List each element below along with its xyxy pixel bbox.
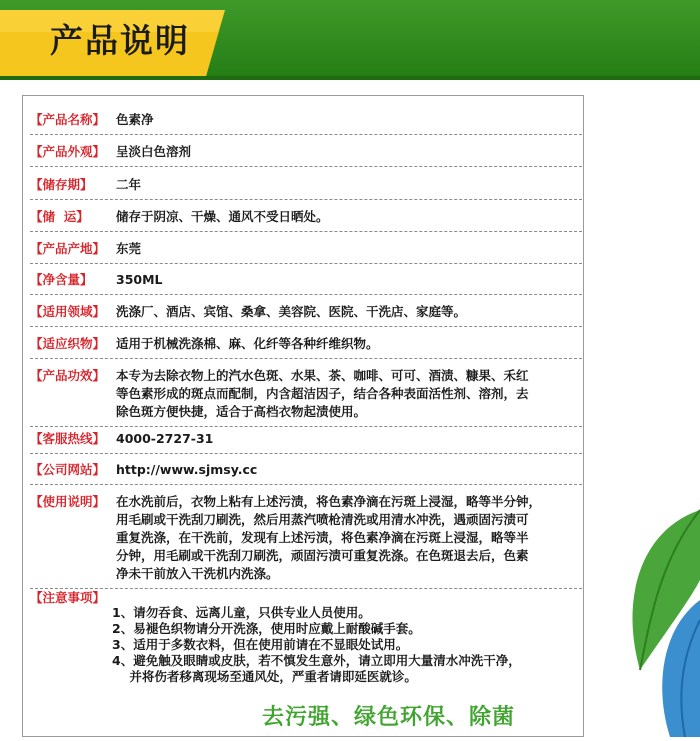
row-application-fields: [30, 303, 582, 321]
instructions-line: 用毛刷或干洗刮刀刷洗，然后用蒸汽喷枪清洗或用清水冲洗，遇顽固污渍可: [116, 512, 529, 527]
row-divider: [30, 358, 582, 359]
label-product-name: 【产品名称】: [30, 112, 106, 127]
row-divider: [30, 166, 582, 167]
value-net-content: 350ML: [116, 272, 163, 287]
precaution-item: 2、易褪色织物请分开洗涤，使用时应戴上耐酸碱手套。: [112, 621, 421, 636]
value-fabrics: 适用于机械洗涤棉、麻、化纤等各种纤维织物。: [116, 336, 379, 351]
row-fabrics: [30, 335, 582, 353]
row-instructions: [30, 493, 582, 583]
label-instructions: 【使用说明】: [30, 494, 106, 509]
label-precautions: 【注意事项】: [30, 590, 106, 605]
value-application-fields: 洗涤厂、酒店、宾馆、桑拿、美容院、医院、干洗店、家庭等。: [116, 304, 467, 319]
efficacy-line: 除色斑方便快捷，适合于高档衣物起渍使用。: [116, 404, 367, 419]
row-divider: [30, 294, 582, 295]
row-divider: [30, 263, 582, 264]
label-website: 【公司网站】: [30, 462, 106, 477]
row-hotline: [30, 430, 582, 448]
row-product-name: [30, 111, 582, 129]
efficacy-line: 等色素形成的斑点而配制，内含超洁因子，结合各种表面活性剂、溶剂，去: [116, 386, 529, 401]
value-product-name: 色素净: [116, 112, 154, 127]
row-divider: [30, 484, 582, 485]
precaution-item: 4、避免触及眼睛或皮肤，若不慎发生意外，请立即用大量清水冲洗干净，: [112, 653, 521, 668]
label-storage: 【储 运】: [30, 209, 89, 224]
row-divider: [30, 199, 582, 200]
row-net-content: [30, 271, 582, 289]
row-divider: [30, 426, 582, 427]
value-origin: 东莞: [116, 241, 142, 256]
precaution-item: 并将伤者移离现场至通风处，严重者请即延医就诊。: [112, 669, 417, 684]
value-shelf-life: 二年: [116, 177, 142, 192]
row-storage: [30, 208, 582, 226]
value-efficacy: [116, 367, 582, 421]
label-application-fields: 【适用领域】: [30, 304, 106, 319]
precautions-list: [112, 605, 582, 685]
label-efficacy: 【产品功效】: [30, 368, 106, 383]
precaution-item: 1、请勿吞食、远离儿童，只供专业人员使用。: [112, 605, 371, 620]
instructions-line: 净未干前放入干洗机内洗涤。: [116, 566, 279, 581]
instructions-line: 在水洗前后，衣物上粘有上述污渍，将色素净滴在污斑上浸湿，略等半分钟，: [116, 494, 542, 509]
row-divider: [30, 326, 582, 327]
instructions-line: 分钟，用毛刷或干洗刮刀刷洗，顽固污渍可重复洗涤。在色斑退去后，色素: [116, 548, 529, 563]
value-storage: 储存于阴凉、干燥、通风不受日晒处。: [116, 209, 329, 224]
page-title: 产品说明: [50, 21, 190, 60]
row-divider: [30, 134, 582, 135]
row-divider: [30, 453, 582, 454]
leaf-decoration: [600, 470, 700, 737]
instructions-line: 重复洗涤，在干洗前，发现有上述污渍，将色素净滴在污斑上浸湿，略等半: [116, 530, 529, 545]
label-hotline: 【客服热线】: [30, 431, 106, 446]
row-origin: [30, 240, 582, 258]
slogan: 去污强、绿色环保、除菌: [262, 705, 516, 730]
label-origin: 【产品产地】: [30, 241, 106, 256]
row-efficacy: [30, 367, 582, 421]
value-appearance: 呈淡白色溶剂: [116, 144, 192, 159]
label-shelf-life: 【储存期】: [30, 177, 93, 192]
efficacy-line: 本专为去除衣物上的汽水色斑、水果、茶、咖啡、可可、酒渍、糠果、禾红: [116, 368, 529, 383]
row-shelf-life: [30, 176, 582, 194]
value-website[interactable]: http://www.sjmsy.cc: [116, 462, 258, 477]
value-instructions: [116, 493, 582, 583]
precaution-item: 3、适用于多数衣料，但在使用前请在不显眼处试用。: [112, 637, 409, 652]
row-divider: [30, 231, 582, 232]
label-appearance: 【产品外观】: [30, 144, 106, 159]
row-appearance: [30, 143, 582, 161]
label-fabrics: 【适应织物】: [30, 336, 106, 351]
value-hotline: 4000-2727-31: [116, 431, 214, 446]
row-website: [30, 461, 582, 479]
label-net-content: 【净含量】: [30, 272, 93, 287]
